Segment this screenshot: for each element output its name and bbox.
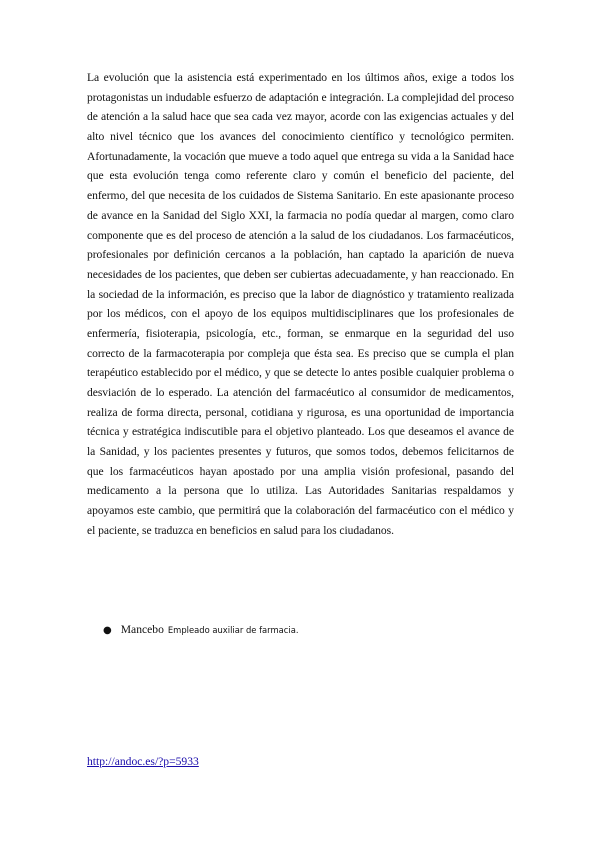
body-paragraph: La evolución que la asistencia está experimentado en los últimos años, exige a todos los protagonistas un indudable esfuerzo de adaptación e integración. La complejidad del proceso de atención a la salud hace que sea cada vez mayor, acorde con las exigencias actuales y del alto nivel técnico que los avances del conocimiento científico y tecnológico permiten. Afortunadamente, la vocación que mueve a todo aquel que entrega su vida a la Sanidad hace que esta evolución tenga como referente claro y común el beneficio del paciente, del enfermo, del que necesita de los cuidados de Sistema Sanitario. En este apasionante proceso de avance en la Sanidad del Siglo XXI, la farmacia no podía quedar al margen, como claro componente que es del proceso de atención a la salud de los ciudadanos. Los farmacéuticos, profesionales por definición cercanos a la población, han captado la aparición de nueva necesidades de los pacientes, que deben ser cubiertas adecuadamente, y han reaccionado. En la sociedad de la información, es preciso que la labor de diagnóstico y tratamiento realizada por los médicos, con el apoyo de los equipos multidisciplinares que los profesionales de enfermería, fisioterapia, psicología, etc., forman, se enmarque en la seguridad del uso correcto de la farmacoterapia por compleja que ésta sea. Es preciso que se cumpla el plan terapéutico establecido por el médico, y que se detecte lo antes posible cualquier problema o desviación de lo esperado. La atención del farmacéutico al consumidor de medicamentos, realiza de forma directa, personal, cotidiana y rigurosa, es una oportunidad de importancia técnica y estratégica indiscutible para el objetivo planteado. Los que deseamos el avance de la Sanidad, y los pacientes presentes y futuros, que somos todos, debemos felicitarnos de que los farmacéuticos hayan apostado por una amplia visión profesional, pasando del medicamento a la persona que lo utiliza. Las Autoridades Sanitarias respaldamos y apoyamos este cambio, que permitirá que la colaboración del farmacéutico con el médico y el paciente, se traduzca en beneficios en salud para los ciudadanos. xyxy=(87,71,514,537)
author-list-item xyxy=(103,623,299,636)
author-role: Empleado auxiliar de farmacia. xyxy=(167,625,299,635)
source-link[interactable]: http://andoc.es/?p=5933 xyxy=(87,755,199,768)
author-name: Mancebo xyxy=(120,623,164,636)
bullet-icon: ● xyxy=(103,625,112,636)
